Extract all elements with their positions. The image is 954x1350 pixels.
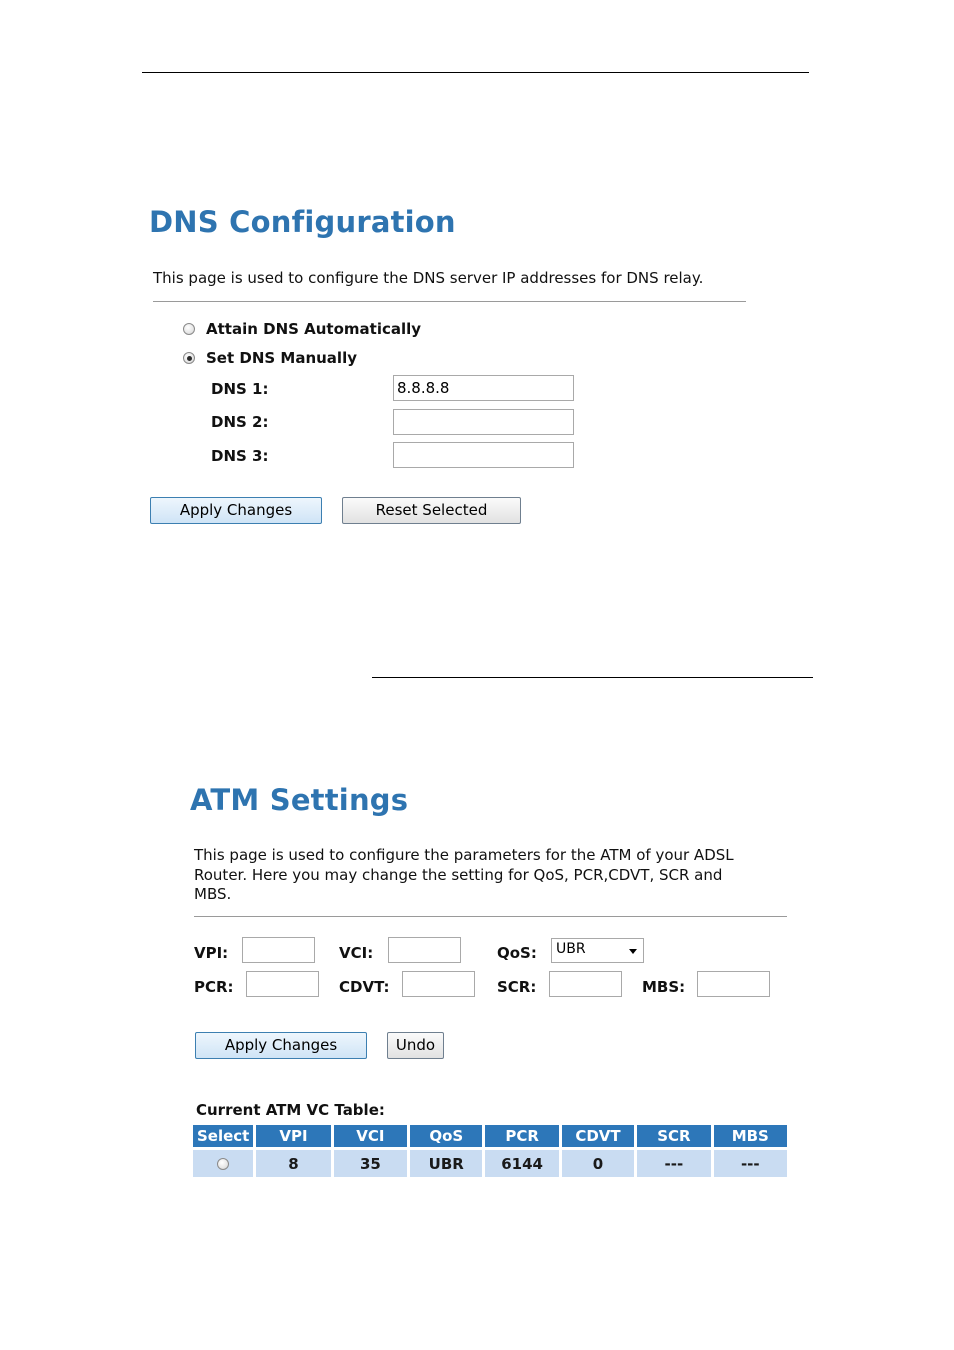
- attain-dns-auto-radio[interactable]: [183, 323, 195, 335]
- cell-vci: 35: [334, 1150, 407, 1177]
- cdvt-label: CDVT:: [339, 978, 390, 996]
- atm-page-description: [194, 846, 794, 905]
- dns3-input[interactable]: [393, 442, 574, 468]
- chevron-down-icon: [629, 949, 637, 954]
- dns1-input[interactable]: [393, 375, 574, 401]
- atm-section-divider: [194, 916, 787, 917]
- cell-cdvt: 0: [562, 1150, 634, 1177]
- attain-dns-auto-label: Attain DNS Automatically: [206, 320, 422, 338]
- dns3-label: DNS 3:: [211, 447, 269, 465]
- pcr-label: PCR:: [194, 978, 234, 996]
- vpi-label: VPI:: [194, 944, 229, 962]
- row-select-cell: [193, 1150, 253, 1177]
- dns-page-description: This page is used to configure the DNS server IP addresses for DNS relay.: [153, 269, 704, 287]
- dns2-input[interactable]: [393, 409, 574, 435]
- table-row: [193, 1150, 787, 1177]
- set-dns-manual-label: Set DNS Manually: [206, 349, 357, 367]
- cdvt-input[interactable]: [402, 971, 475, 997]
- column-header-vci: VCI: [334, 1125, 407, 1147]
- vci-label: VCI:: [339, 944, 374, 962]
- atm-description-line-3: MBS.: [194, 885, 232, 903]
- vci-input[interactable]: [388, 937, 461, 963]
- column-header-qos: QoS: [410, 1125, 482, 1147]
- mbs-label: MBS:: [642, 978, 686, 996]
- column-header-cdvt: CDVT: [562, 1125, 634, 1147]
- dns-page-title: DNS Configuration: [149, 205, 456, 239]
- section-separator-rule: [372, 677, 813, 678]
- cell-qos: UBR: [410, 1150, 482, 1177]
- set-dns-manual-radio[interactable]: [183, 352, 195, 364]
- row-select-radio[interactable]: [217, 1158, 229, 1170]
- mbs-input[interactable]: [697, 971, 770, 997]
- vpi-input[interactable]: [242, 937, 315, 963]
- dns-apply-changes-button[interactable]: Apply Changes: [150, 497, 322, 524]
- atm-vc-table-title: Current ATM VC Table:: [196, 1101, 385, 1119]
- page-header-rule: [142, 72, 809, 73]
- dns2-label: DNS 2:: [211, 413, 269, 431]
- atm-description-line-1: This page is used to configure the parameters for the ATM of your ADSL: [194, 846, 734, 864]
- column-header-pcr: PCR: [485, 1125, 558, 1147]
- atm-vc-table: [190, 1122, 790, 1180]
- column-header-select: Select: [193, 1125, 253, 1147]
- qos-select[interactable]: [551, 938, 644, 963]
- cell-vpi: 8: [256, 1150, 330, 1177]
- scr-label: SCR:: [497, 978, 537, 996]
- dns1-label: DNS 1:: [211, 380, 269, 398]
- atm-page-title: ATM Settings: [190, 783, 409, 817]
- cell-scr: ---: [637, 1150, 710, 1177]
- dns-section-divider: [153, 301, 746, 302]
- column-header-scr: SCR: [637, 1125, 710, 1147]
- cell-mbs: ---: [714, 1150, 787, 1177]
- column-header-vpi: VPI: [256, 1125, 330, 1147]
- dns-reset-selected-button[interactable]: Reset Selected: [342, 497, 521, 524]
- atm-description-line-2: Router. Here you may change the setting for QoS, PCR,CDVT, SCR and: [194, 865, 723, 884]
- column-header-mbs: MBS: [714, 1125, 787, 1147]
- cell-pcr: 6144: [485, 1150, 558, 1177]
- scr-input[interactable]: [549, 971, 622, 997]
- qos-label: QoS:: [497, 944, 537, 962]
- atm-apply-changes-button[interactable]: Apply Changes: [195, 1032, 367, 1059]
- qos-selected-value: UBR: [556, 941, 586, 957]
- undo-button[interactable]: Undo: [387, 1032, 444, 1059]
- pcr-input[interactable]: [246, 971, 319, 997]
- table-header-row: [193, 1125, 787, 1147]
